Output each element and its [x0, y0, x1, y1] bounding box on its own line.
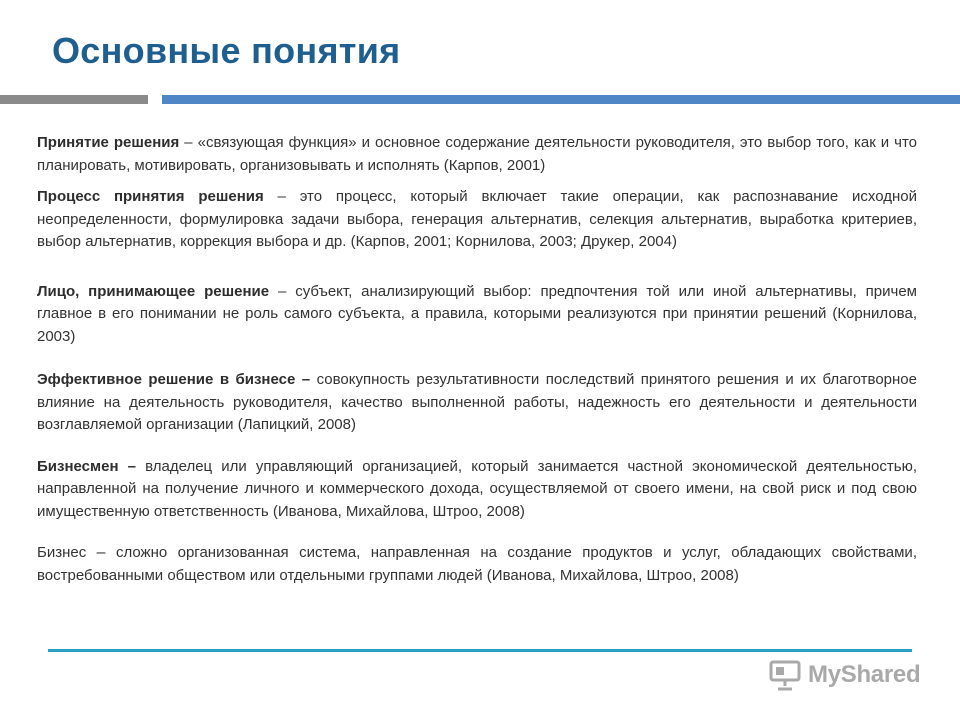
definition-term: Эффективное решение в бизнесе –: [37, 371, 311, 388]
presentation-icon: [768, 658, 802, 692]
definition-text: субъект, анализирующий выбор: предпочтения той или иной альтернативы, причем главное в его понимании не роль самого субъекта, а правила, которыми реализуются при принятии решений (Корнилова, 2003): [37, 282, 917, 345]
definition-text: совокупность результативности последствий принятого решения и их благотворное влияние на деятельность руководителя, качество выполненной работы, надежность его деятельности и деятельности возглавляемой организации (Лапицкий, 2008): [37, 371, 917, 433]
definition-term: Бизнесмен –: [37, 457, 136, 475]
definition-decision-process: [37, 186, 917, 254]
title-underline-gray: [0, 95, 148, 104]
definition-effective-decision: [37, 369, 917, 437]
definition-business: [37, 542, 917, 587]
definition-text: «связующая функция» и основное содержание деятельности руководителя, это выбор того, как и что планировать, мотивировать, организовывать и исполнять (Карпов, 2001): [37, 134, 917, 174]
definition-term: Бизнес: [37, 544, 97, 561]
definition-text: это процесс, который включает такие операции, как распознавание исходной неопределенности, формулировка задачи выбора, генерация альтернатив, селекция альтернатив, выработка критериев, выбор альтернатив, коррекция выбора и др. (Карпов, 2001; Корнилова, 2003; Друкер, 2004): [37, 188, 917, 250]
bottom-divider: [48, 649, 912, 652]
title-underline-blue: [162, 95, 960, 104]
definition-separator: –: [269, 282, 296, 300]
definition-term: Лицо, принимающее решение: [37, 282, 270, 300]
definition-separator: –: [96, 544, 106, 561]
definition-text: сложно организованная система, направленная на создание продуктов и услуг, обладающих свойствами, востребованными обществом или отдельными группами людей (Иванова, Михайлова, Штроо, 2008): [37, 544, 917, 584]
slide-title: Основные понятия: [52, 30, 401, 71]
definition-text: владелец или управляющий организацией, который занимается частной экономической деятельностью, направленной на получение личного и коммерческого дохода, осуществляемой от своего имени, на свой риск и под свою имущественную ответственность (Иванова, Михайлова, Штроо, 2008): [37, 457, 917, 520]
logo-text: MyShared: [808, 661, 921, 688]
definition-term: Принятие решения: [37, 134, 180, 151]
definition-businessman: [37, 456, 917, 524]
definition-separator: –: [179, 134, 198, 151]
definition-decision-maker: [37, 281, 917, 349]
definition-separator: –: [263, 188, 300, 205]
myshared-logo: [768, 657, 920, 693]
definition-separator: [136, 458, 145, 475]
definitions-list: [37, 132, 917, 587]
definition-term: Процесс принятия решения: [37, 188, 264, 205]
definition-decision: [37, 132, 917, 177]
